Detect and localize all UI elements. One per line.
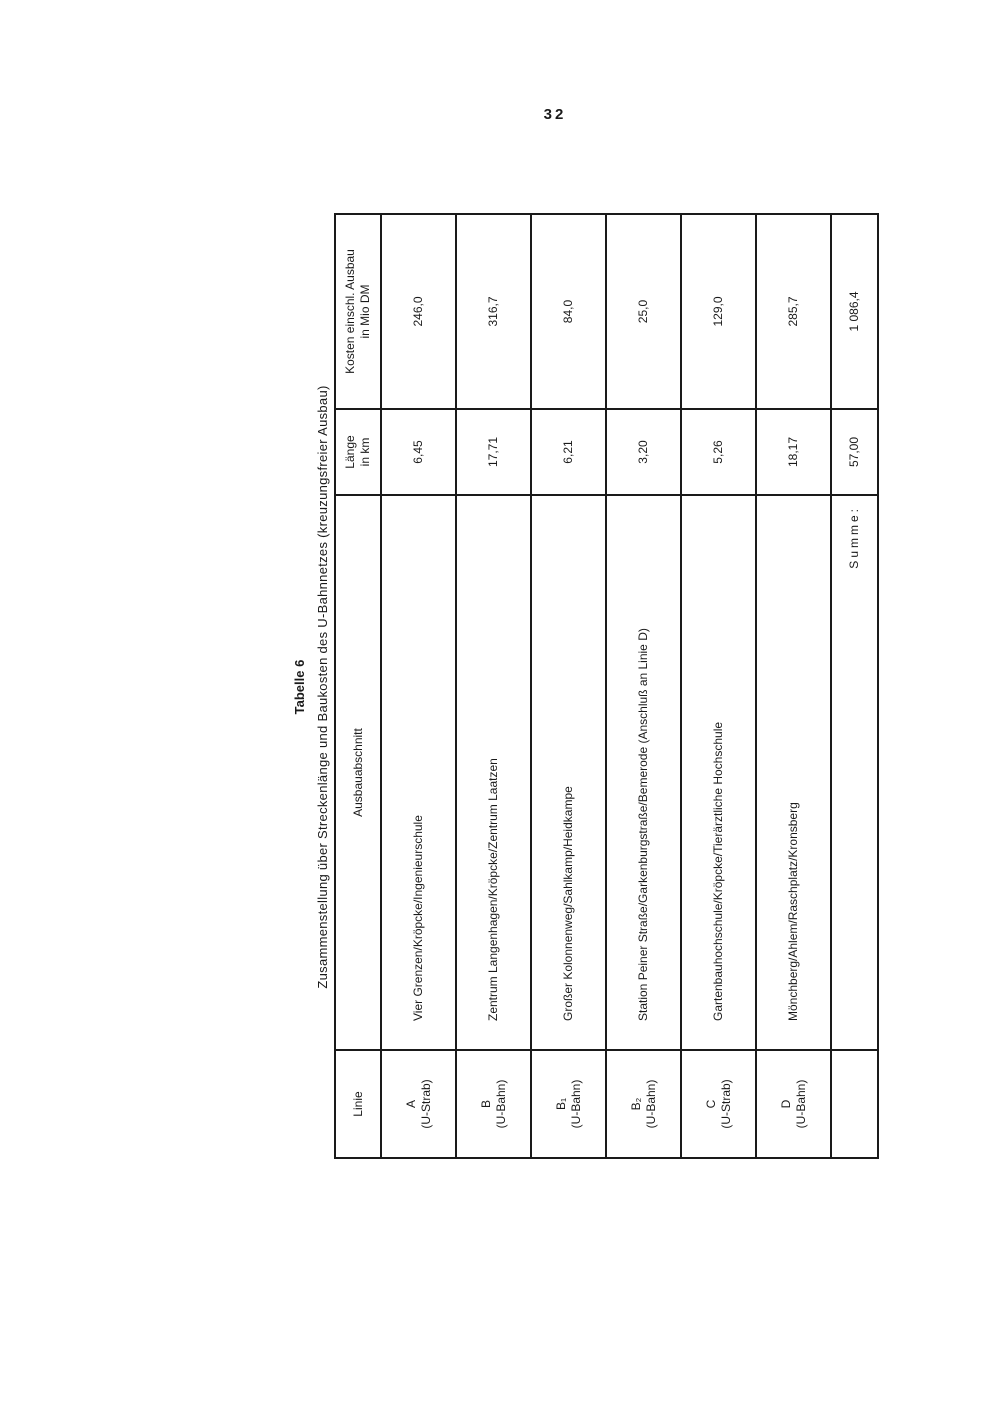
header-laenge-line1: Länge	[343, 435, 357, 469]
cost-cell: 25,0	[606, 214, 681, 409]
linie-type: (U-Strab)	[418, 1079, 433, 1129]
length-cell: 18,17	[756, 409, 831, 495]
header-laenge	[335, 409, 381, 495]
sum-row	[831, 214, 878, 1158]
linie-type: (U-Bahn)	[643, 1079, 658, 1129]
table-row	[756, 214, 831, 1158]
linie-letter: B	[478, 1100, 493, 1109]
header-kosten-line2: in Mio DM	[358, 284, 372, 339]
linie-letter: D	[778, 1099, 793, 1109]
sum-label: Summe:	[831, 495, 878, 1050]
table-row	[531, 214, 606, 1158]
header-laenge-line2: in km	[358, 437, 372, 467]
table-row	[606, 214, 681, 1158]
length-cell: 5,26	[681, 409, 756, 495]
cost-cell: 316,7	[456, 214, 531, 409]
linie-letter: B₁	[553, 1097, 568, 1111]
section-cell: Station Peiner Straße/Garkenburgstraße/Bemerode (Anschluß an Linie D)	[606, 495, 681, 1050]
length-cell: 17,71	[456, 409, 531, 495]
section-cell: Vier Grenzen/Kröpcke/Ingenieurschule	[381, 495, 456, 1050]
length-cell: 6,45	[381, 409, 456, 495]
cost-cell: 285,7	[756, 214, 831, 409]
table-label: Tabelle 6	[292, 659, 307, 715]
linie-cell	[381, 1050, 456, 1158]
linie-type: (U-Bahn)	[493, 1079, 508, 1129]
header-linie: Linie	[335, 1050, 381, 1158]
table-caption: Zusammenstellung über Streckenlänge und Baukosten des U-Bahnnetzes (kreuzungsfreier Ausbau)	[315, 385, 330, 989]
linie-cell	[456, 1050, 531, 1158]
header-kosten	[335, 214, 381, 409]
section-cell: Zentrum Langenhagen/Kröpcke/Zentrum Laatzen	[456, 495, 531, 1050]
sum-length: 57,00	[831, 409, 878, 495]
linie-type: (U-Strab)	[718, 1079, 733, 1129]
table-row	[681, 214, 756, 1158]
header-abschnitt: Ausbauabschnitt	[335, 495, 381, 1050]
length-cell: 3,20	[606, 409, 681, 495]
header-row	[335, 214, 381, 1158]
table-row	[381, 214, 456, 1158]
section-cell: Gartenbauhochschule/Kröpcke/Tierärztliche Hochschule	[681, 495, 756, 1050]
sum-cost: 1 086,4	[831, 214, 878, 409]
sum-empty-cell	[831, 1050, 878, 1158]
page-number: 32	[543, 106, 567, 123]
linie-type: (U-Bahn)	[568, 1079, 583, 1129]
section-cell: Mönchberg/Ahlem/Raschplatz/Kronsberg	[756, 495, 831, 1050]
linie-letter: B₂	[628, 1097, 643, 1111]
header-kosten-line1: Kosten einschl. Ausbau	[343, 249, 357, 374]
linie-cell	[681, 1050, 756, 1158]
linie-letter: C	[703, 1099, 718, 1109]
rotated-table-content	[289, 215, 879, 1159]
cost-table	[334, 213, 879, 1159]
length-cell: 6,21	[531, 409, 606, 495]
linie-cell	[606, 1050, 681, 1158]
linie-cell	[531, 1050, 606, 1158]
cost-cell: 129,0	[681, 214, 756, 409]
cost-cell: 84,0	[531, 214, 606, 409]
cost-cell: 246,0	[381, 214, 456, 409]
linie-cell	[756, 1050, 831, 1158]
linie-letter: A	[403, 1100, 418, 1109]
table-row	[456, 214, 531, 1158]
section-cell: Großer Kolonnenweg/Sahlkamp/Heidkampe	[531, 495, 606, 1050]
rotated-table-block	[289, 215, 879, 1159]
linie-type: (U-Bahn)	[793, 1079, 808, 1129]
